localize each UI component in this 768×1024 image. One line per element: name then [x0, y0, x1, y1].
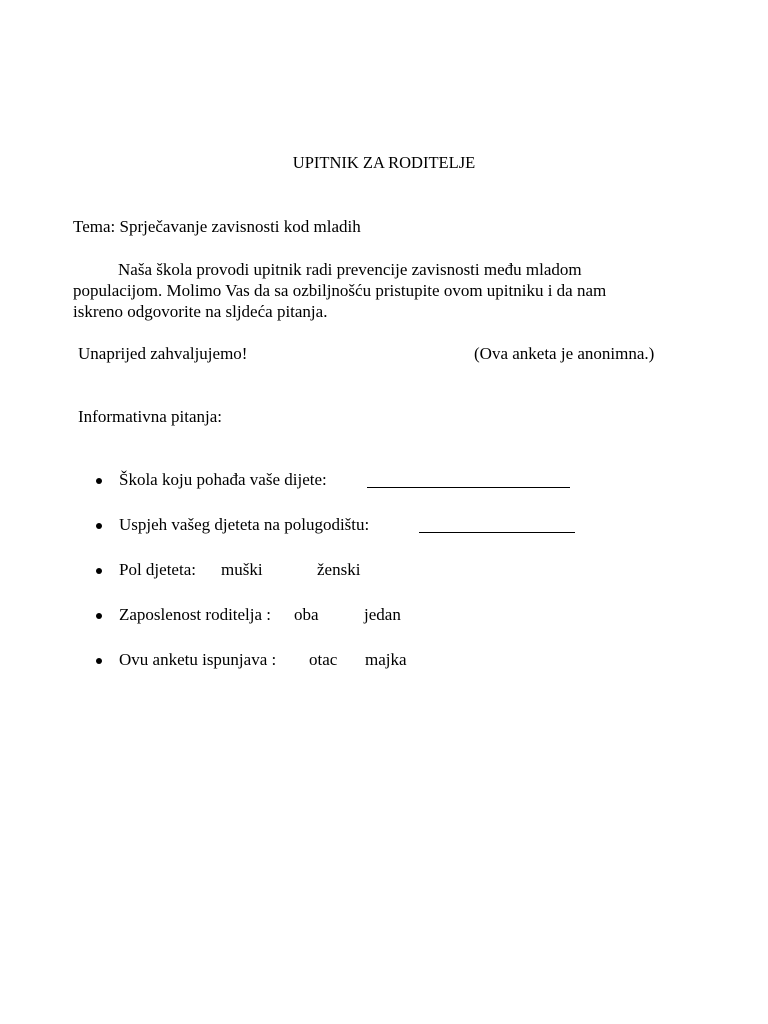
question-label: Zaposlenost roditelja :	[119, 605, 272, 624]
intro-paragraph-line-3: iskreno odgovorite na sljdeća pitanja.	[73, 302, 328, 321]
bullet-icon	[96, 568, 102, 574]
thanks-text: Unaprijed zahvaljujemo!	[78, 344, 248, 363]
intro-paragraph-line-2: populacijom. Molimo Vas da sa ozbiljnošću pristupite ovom upitniku i da nam	[73, 281, 607, 300]
bullet-icon	[96, 523, 102, 529]
topic-line: Tema: Sprječavanje zavisnosti kod mladih	[73, 217, 361, 236]
anonymous-note: (Ova anketa je anonimna.)	[474, 344, 655, 363]
bullet-icon	[96, 613, 102, 619]
info-questions-heading: Informativna pitanja:	[78, 407, 222, 426]
question-label: Škola koju pohađa vaše dijete:	[119, 470, 327, 489]
option-female[interactable]: ženski	[317, 560, 361, 579]
option-one[interactable]: jedan	[364, 605, 401, 624]
bullet-icon	[96, 478, 102, 484]
option-mother[interactable]: majka	[365, 650, 407, 669]
question-label: Uspjeh vašeg djeteta na polugodištu:	[119, 515, 370, 534]
question-label: Pol djeteta:	[119, 560, 196, 579]
intro-paragraph-line-1: Naša škola provodi upitnik radi prevencije zavisnosti među mladom	[118, 260, 582, 279]
bullet-icon	[96, 658, 102, 664]
school-answer-field[interactable]	[367, 487, 570, 488]
document-title: UPITNIK ZA RODITELJE	[292, 153, 476, 172]
success-answer-field[interactable]	[419, 532, 575, 533]
option-father[interactable]: otac	[309, 650, 338, 669]
question-label: Ovu anketu ispunjava :	[119, 650, 277, 669]
option-both[interactable]: oba	[294, 605, 319, 624]
option-male[interactable]: muški	[221, 560, 263, 579]
